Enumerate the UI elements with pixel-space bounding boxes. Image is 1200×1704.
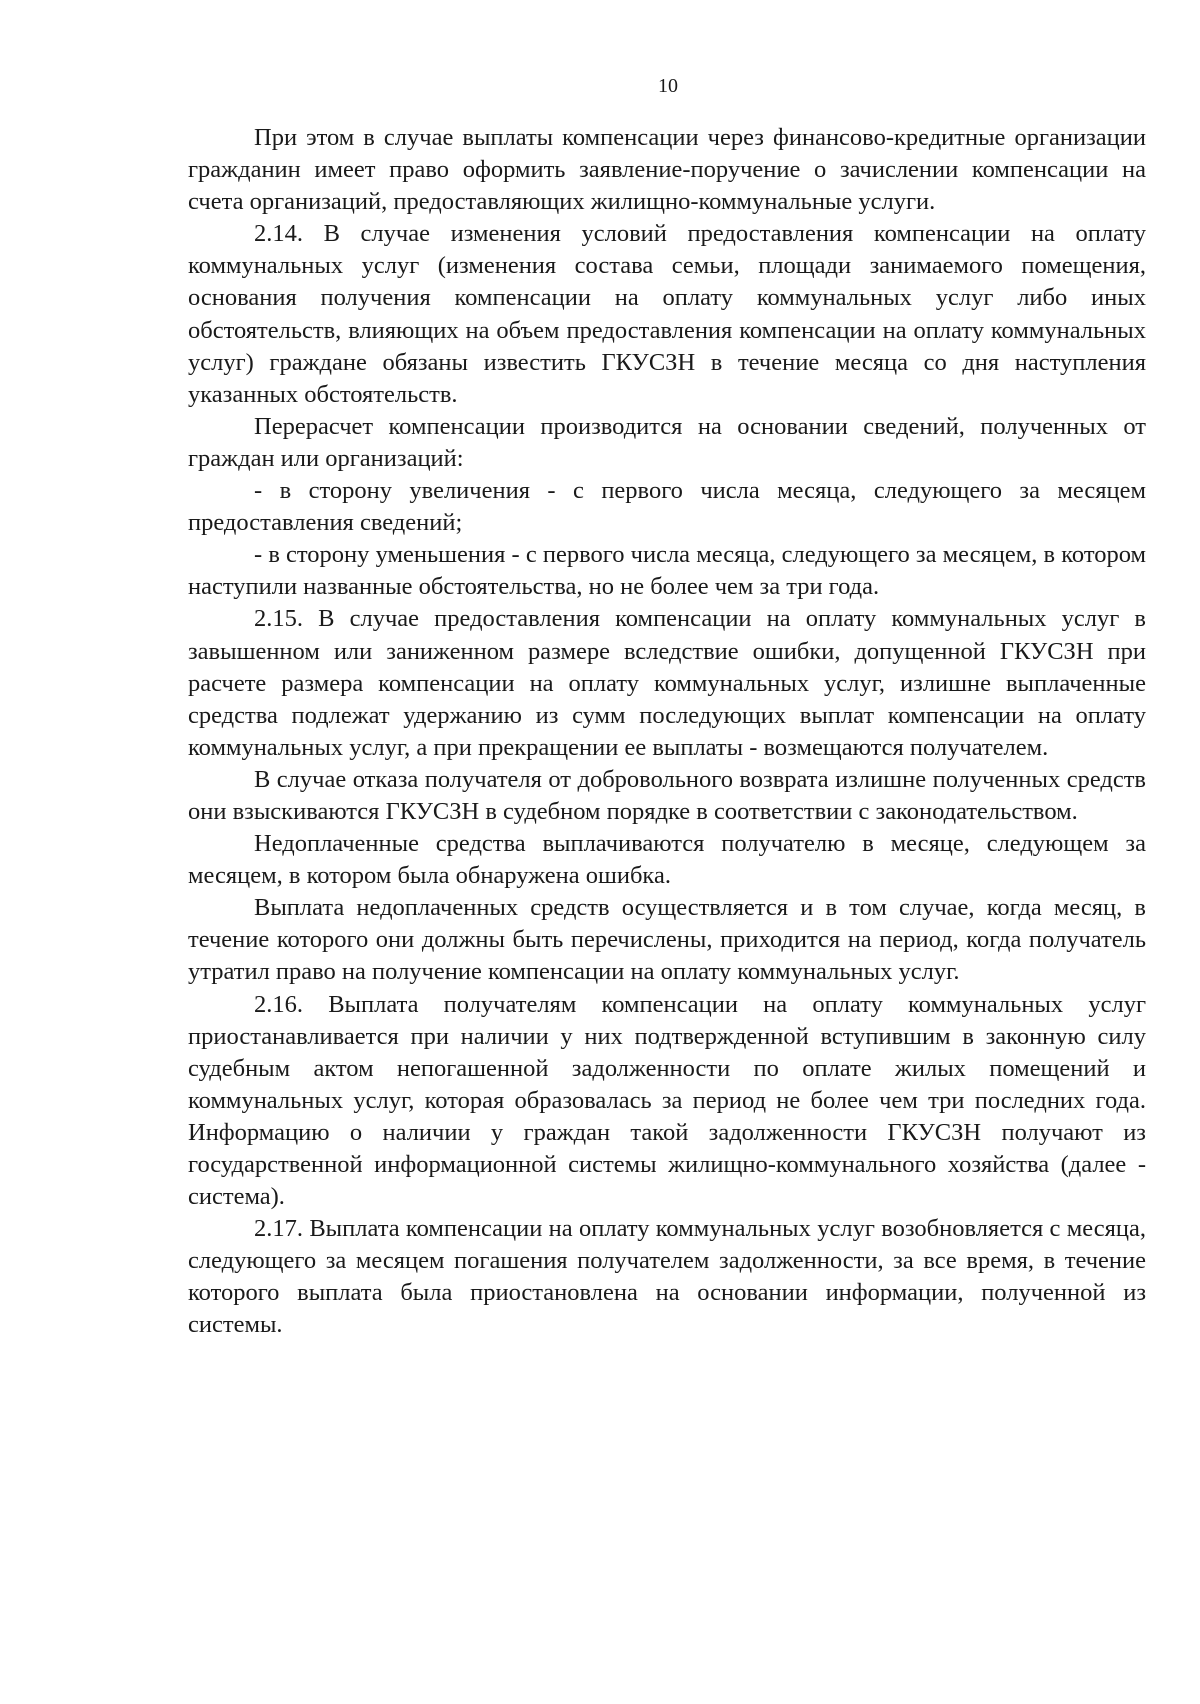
paragraph-underpaid: Недоплаченные средства выплачиваются получателю в месяце, следующем за месяцем, в котором была обнаружена ошибка.: [188, 830, 1146, 890]
paragraph-2-15: 2.15. В случае предоставления компенсации на оплату коммунальных услуг в завышенном или заниженном размере вследствие ошибки, допущенной ГКУСЗН при расчете размера компенсации на оплату коммунальных услуг, излишне выплаченные средства подлежат удержанию из сумм последующих выплат компенсации на оплату коммунальных услуг, а при прекращении ее выплаты - возмещаются получателем.: [188, 605, 1146, 761]
paragraph-payment-order: При этом в случае выплаты компенсации через финансово-кредитные организации гражданин имеет право оформить заявление-поручение о зачислении компенсации на счета организаций, предоставляющих жилищно-коммунальные услуги.: [188, 124, 1146, 216]
paragraph-recalculation: Перерасчет компенсации производится на основании сведений, полученных от граждан или организаций:: [188, 412, 1146, 472]
paragraph-refusal: В случае отказа получателя от добровольного возврата излишне полученных средств они взыскиваются ГКУСЗН в судебном порядке в соответствии с законодательством.: [188, 765, 1146, 825]
document-body: [188, 122, 1146, 1342]
paragraph-2-17: 2.17. Выплата компенсации на оплату коммунальных услуг возобновляется с месяца, следующего за месяцем погашения получателем задолженности, за все время, в течение которого выплата была приостановлена на основании информации, полученной из системы.: [188, 1215, 1146, 1339]
paragraph-2-14: 2.14. В случае изменения условий предоставления компенсации на оплату коммунальных услуг (изменения состава семьи, площади занимаемого помещения, основания получения компенсации на оплату коммунальных услуг либо иных обстоятельств, влияющих на объем предоставления компенсации на оплату коммунальных услуг) граждане обязаны известить ГКУСЗН в течение месяца со дня наступления указанных обстоятельств.: [188, 220, 1146, 408]
paragraph-2-16: 2.16. Выплата получателям компенсации на оплату коммунальных услуг приостанавливается при наличии у них подтвержденной вступившим в законную силу судебным актом непогашенной задолженности по оплате жилых помещений и коммунальных услуг, которая образовалась за период не более чем три последних года. Информацию о наличии у граждан такой задолженности ГКУСЗН получают из государственной информационной системы жилищно-коммунального хозяйства (далее - система).: [188, 990, 1146, 1211]
list-item-increase: - в сторону увеличения - с первого числа месяца, следующего за месяцем предоставления сведений;: [188, 477, 1146, 537]
page-number: 10: [658, 75, 678, 97]
list-item-decrease: - в сторону уменьшения - с первого числа месяца, следующего за месяцем, в котором наступили названные обстоятельства, но не более чем за три года.: [188, 541, 1146, 601]
paragraph-underpaid-payment: Выплата недоплаченных средств осуществляется и в том случае, когда месяц, в течение которого они должны быть перечислены, приходится на период, когда получатель утратил право на получение компенсации на оплату коммунальных услуг.: [188, 894, 1146, 986]
